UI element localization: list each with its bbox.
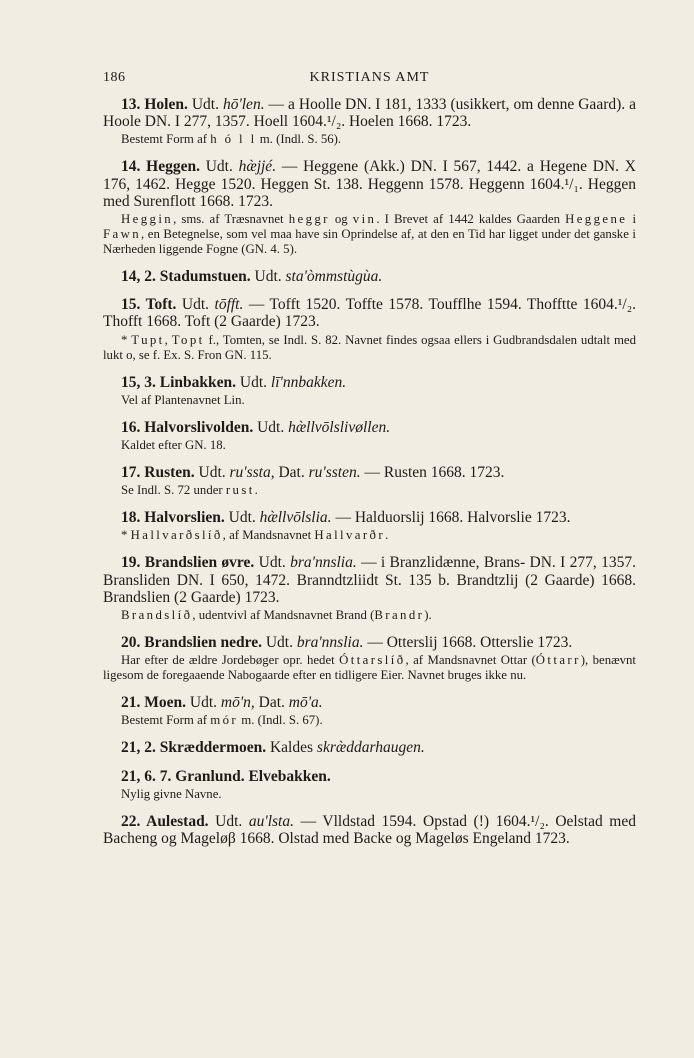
pronunciation: ru'ssten. [308, 464, 361, 482]
text-run: Udt. [236, 373, 271, 391]
place-entry [103, 554, 636, 623]
entry-gap [103, 147, 636, 158]
entry-gap [103, 757, 636, 768]
text-run: * [121, 528, 131, 543]
spaced-term: rust [225, 483, 255, 498]
entry-heading: 14. Heggen. [121, 158, 200, 176]
spaced-term: Brandslíð [121, 608, 193, 623]
pronunciation: mō'n, [220, 694, 255, 712]
text-run: Udt. [253, 418, 289, 436]
text-run: Udt. [187, 96, 223, 113]
text-run: — Otterslij 1668. Otterslie 1723. [363, 634, 573, 652]
text-run: Udt. [176, 296, 215, 314]
text-run: . [254, 483, 258, 498]
entry-note [103, 212, 636, 257]
spaced-term: Fawn [103, 227, 142, 242]
spaced-term: h ó l l [210, 132, 257, 147]
entry-heading: 20. Brandslien nedre. [121, 634, 262, 652]
entry-note [103, 438, 636, 453]
entry-gap [103, 453, 636, 464]
text-run: Udt. [224, 509, 260, 527]
place-entry [103, 634, 636, 683]
place-entry [103, 768, 636, 802]
entry-heading: 14, 2. Stadumstuen. [121, 268, 251, 286]
entry-heading: 17. Rusten. [121, 464, 195, 482]
pronunciation: hæ̀jjé. [238, 158, 277, 176]
entry-gap [103, 543, 636, 554]
pronunciation: bra'nnslia. [296, 634, 364, 652]
entry-main [103, 694, 636, 711]
entry-main [103, 96, 636, 130]
spaced-term: Topt [171, 332, 205, 347]
entry-main [103, 813, 636, 847]
text-run: . [385, 528, 389, 543]
text-run: Nylig givne Navne. [121, 786, 222, 801]
text-run: Dat. [254, 694, 289, 712]
text-run: — Vlldstad 1594. Opstad (!) 1604.¹/₂. Oelstad med Bacheng og Mageløβ 1668. Olstad med Backe og Mageløs Engeland 1723. [103, 812, 636, 848]
text-run: Se Indl. S. 72 under [121, 483, 226, 498]
place-entry [103, 96, 636, 147]
entry-gap [103, 363, 636, 374]
spaced-term: Óttarr [535, 653, 581, 668]
pronunciation: hō'len. [222, 96, 265, 113]
pronunciation: skræ̀ddarhaugen. [316, 739, 425, 757]
entry-heading: 15. Toft. [121, 296, 177, 314]
text-run: . I Brevet af 1442 kaldes Gaarden [376, 212, 566, 227]
spaced-term: heggr [288, 212, 330, 227]
pronunciation: bra'nnslia. [290, 554, 357, 572]
text-run: ). [424, 608, 432, 623]
pronunciation: mō'a. [288, 694, 323, 712]
text-run: — Heggene (Akk.) DN. I 567, 1442. a Hegene DN. X 176, 1462. Hegge 1520. Heggen St. 138. Heggenn 1578. Heggenn 1604.¹/₁. Heggen med Surenflott 1668. 1723. [103, 158, 637, 210]
spaced-term: Brandr [374, 608, 425, 623]
place-entry [103, 694, 636, 728]
entry-gap [103, 408, 636, 419]
pronunciation: sta'òmmstùgùa. [285, 268, 383, 286]
entry-gap [103, 257, 636, 268]
place-entry [103, 739, 636, 756]
text-run: ), benævnt ligesom de foregaaende Nabogaarde efter en tidligere Eier. Navnet bruges ikke nu. [103, 653, 636, 683]
entry-main [103, 374, 636, 391]
text-run: i [627, 212, 636, 227]
text-run: , af Mandsnavnet Ottar ( [405, 653, 536, 668]
text-run: — a Hoolle DN. I 181, 1333 (usikkert, om denne Gaard). a Hoole DN. I 277, 1357. Hoell 1604.¹/₂. Hoelen 1668. 1723. [103, 96, 636, 131]
entry-gap [103, 498, 636, 509]
pronunciation: hæ̀llvōlslivøllen. [288, 418, 391, 436]
place-entry [103, 419, 636, 453]
text-run: — Halduorslij 1668. Halvorslie 1723. [331, 509, 571, 527]
text-run: , en Betegnelse, som vel maa have sin Oprindelse af, at den en Tid har ligget under det ganske i Nærheden liggende Fogne (GN. 4. 5). [103, 227, 636, 257]
entry-main [103, 158, 636, 210]
pronunciation: tōfft. [214, 296, 244, 314]
text-run: Bestemt Form af [121, 132, 211, 147]
text-run: , udentvivl af Mandsnavnet Brand ( [192, 608, 375, 623]
entry-note [103, 608, 636, 623]
entry-heading: 16. Halvorslivolden. [121, 418, 254, 436]
place-entry [103, 268, 636, 285]
entry-main [103, 268, 636, 285]
pronunciation: lī'nnbakken. [270, 373, 347, 391]
entry-note [103, 483, 636, 498]
entry-main [103, 464, 636, 481]
entry-main [103, 296, 636, 330]
entry-note [103, 333, 636, 363]
running-header [103, 70, 636, 90]
running-title: KRISTIANS AMT [309, 70, 430, 85]
entry-main [103, 634, 636, 651]
entry-note [103, 132, 636, 147]
spaced-term: Heggin [121, 212, 174, 227]
place-entry [103, 374, 636, 408]
entry-heading: 21, 6. 7. Granlund. Elvebakken. [121, 767, 331, 785]
entry-note [103, 393, 636, 408]
place-entry [103, 509, 636, 543]
spaced-term: Hallvarðr [314, 528, 385, 543]
text-run: Bestemt Form af [121, 713, 211, 728]
entry-note [103, 653, 636, 683]
entry-gap [103, 802, 636, 813]
entry-heading: 18. Halvorslien. [121, 509, 225, 527]
place-entry [103, 464, 636, 498]
spaced-term: Hallvarðslíð [130, 528, 223, 543]
entry-heading: 22. Aulestad. [121, 812, 209, 830]
text-run: — Rusten 1668. 1723. [360, 464, 505, 482]
entry-main [103, 554, 636, 606]
entry-heading: 21. Moen. [121, 694, 187, 712]
spaced-term: Tupt [131, 332, 165, 347]
text-run: Udt. [254, 554, 291, 572]
spaced-term: vin [352, 212, 377, 227]
entry-gap [103, 285, 636, 296]
text-run: og [329, 212, 353, 227]
text-run: Har efter de ældre Jordebøger opr. hedet [121, 653, 340, 668]
place-entry [103, 813, 636, 847]
entry-heading: 15, 3. Linbakken. [121, 373, 237, 391]
spaced-term: Heggene [565, 212, 628, 227]
text-run: , [164, 332, 172, 347]
spaced-term: mór [210, 713, 239, 728]
text-run: Dat. [274, 464, 309, 482]
entry-gap [103, 623, 636, 634]
text-run: Vel af Plantenavnet Lin. [121, 392, 245, 407]
text-run: m. (Indl. S. 56). [256, 132, 342, 147]
entry-heading: 13. Holen. [121, 96, 188, 113]
entry-note [103, 713, 636, 728]
entry-main [103, 419, 636, 436]
pronunciation: au'lsta. [248, 812, 294, 830]
entry-note [103, 528, 636, 543]
text-run: — Tofft 1520. Toffte 1578. Toufflhe 1594. Thofftte 1604.¹/₂. Thofft 1668. Toft (2 Gaarde) 1723. [103, 296, 636, 331]
text-run: Udt. [261, 634, 297, 652]
text-run: , af Mandsnavnet [222, 528, 315, 543]
place-entry [103, 296, 636, 362]
text-run: Udt. [194, 464, 230, 482]
text-run: m. (Indl. S. 67). [238, 713, 323, 728]
text-run: Udt. [208, 812, 249, 830]
spaced-term: Óttarslíð [339, 653, 406, 668]
entry-heading: 21, 2. Skræddermoen. [121, 739, 267, 757]
pronunciation: ru'ssta, [229, 464, 275, 482]
text-run: Kaldes [266, 739, 317, 757]
text-run: Udt. [199, 158, 239, 176]
entry-heading: 19. Brandslien øvre. [121, 554, 255, 572]
pronunciation: hæ̀llvōlslia. [259, 509, 332, 527]
text-run: Udt. [250, 268, 286, 286]
entry-main [103, 739, 636, 756]
entry-note [103, 787, 636, 802]
entry-main [103, 768, 636, 785]
entry-gap [103, 728, 636, 739]
entry-list [103, 96, 636, 847]
place-entry [103, 158, 636, 257]
text-run: * [121, 332, 132, 347]
text-run: — i Branzlidænne, Brans- DN. I 277, 1357. Bransliden DN. I 650, 1472. Branndtzliidt St. 135 b. Brandtzlij (2 Gaarde) 1668. Brandslien (2 Gaarde) 1723. [103, 554, 636, 606]
text-run: , sms. af Træsnavnet [173, 212, 289, 227]
entry-main [103, 509, 636, 526]
entry-gap [103, 683, 636, 694]
text-run: f., Tomten, se Indl. S. 82. Navnet findes ogsaa ellers i Gudbrandsdalen udtalt med lukt o, se f. Ex. S. Fron GN. 115. [103, 332, 636, 362]
text-run: Udt. [186, 694, 221, 712]
text-run: Kaldet efter GN. 18. [121, 438, 226, 453]
page-number: 186 [103, 70, 126, 85]
